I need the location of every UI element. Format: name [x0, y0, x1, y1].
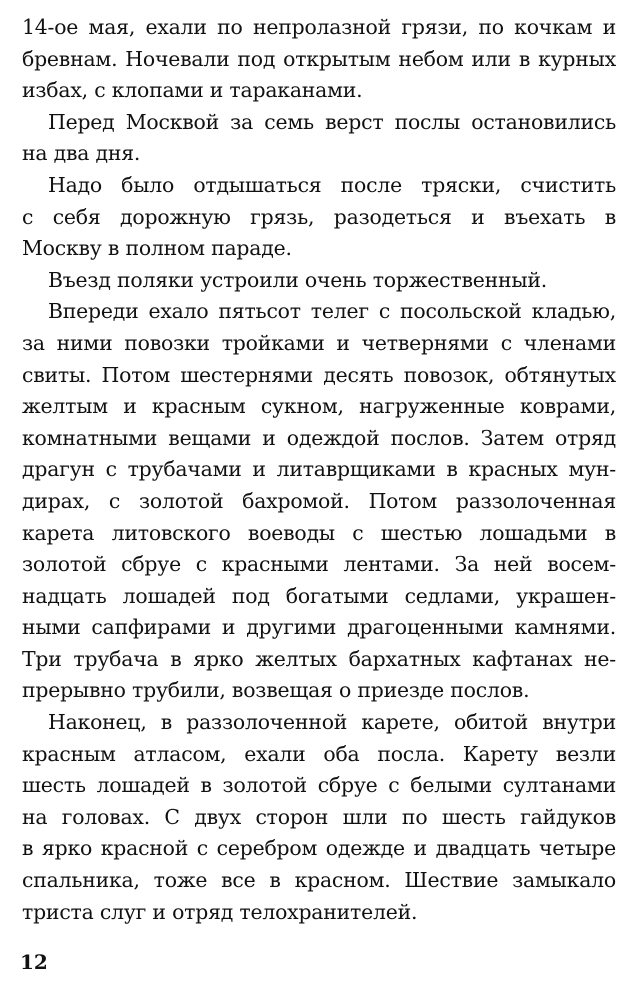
- paragraph: [22, 296, 616, 707]
- text-line: с себя дорожную грязь, разодеться и въехать в: [22, 204, 616, 229]
- text-line: шесть лошадей в золотой сбруе с белыми султанами: [22, 773, 616, 798]
- body-text: [22, 12, 616, 928]
- text-line: избах, с клопами и тараканами.: [22, 78, 363, 103]
- text-line: свиты. Потом шестернями десять повозок, обтянутых: [22, 362, 616, 387]
- text-line: желтым и красным сукном, нагруженные коврами,: [22, 394, 616, 419]
- text-line: Впереди ехало пятьсот телег с посольской кладью,: [48, 299, 616, 324]
- text-line: Москву в полном параде.: [22, 236, 292, 261]
- paragraph: [22, 265, 616, 297]
- text-line: на головах. С двух сторон шли по шесть гайдуков: [22, 804, 616, 829]
- text-line: надцать лошадей под богатыми седлами, украшен-: [22, 583, 616, 608]
- text-line: карета литовского воеводы с шестью лошадьми в: [22, 520, 616, 545]
- paragraph: [22, 707, 616, 928]
- text-line: прерывно трубили, возвещая о приезде послов.: [22, 678, 530, 703]
- text-line: красным атласом, ехали оба посла. Карету везли: [22, 741, 616, 766]
- text-line: дирах, с золотой бахромой. Потом раззолоченная: [22, 488, 616, 513]
- text-line: Надо было отдышаться после тряски, счистить: [48, 172, 616, 197]
- paragraph: [22, 12, 616, 107]
- text-line: ными сапфирами и другими драгоценными камнями.: [22, 615, 616, 640]
- text-line: спальника, тоже все в красном. Шествие замыкало: [22, 868, 616, 893]
- text-line: драгун с трубачами и литаврщиками в красных мун-: [22, 457, 616, 482]
- text-line: Три трубача в ярко желтых бархатных кафтанах не-: [22, 646, 616, 671]
- text-line: золотой сбруе с красными лентами. За ней восем-: [22, 552, 616, 577]
- text-line: 14-ое мая, ехали по непролазной грязи, по кочкам и: [22, 15, 616, 39]
- text-line: Наконец, в раззолоченной карете, обитой внутри: [48, 710, 616, 735]
- paragraph: [22, 107, 616, 170]
- page-number: 12: [20, 950, 48, 974]
- text-line: триста слуг и отряд телохранителей.: [22, 899, 418, 924]
- text-line: за ними повозки тройками и четвернями с членами: [22, 330, 616, 355]
- text-line: Перед Москвой за семь верст послы остановились: [48, 109, 616, 134]
- text-line: комнатными вещами и одеждой послов. Затем отряд: [22, 425, 616, 450]
- text-line: в ярко красной с серебром одежде и двадцать четыре: [22, 836, 616, 861]
- paragraph: [22, 170, 616, 265]
- text-line: бревнам. Ночевали под открытым небом или в курных: [22, 46, 616, 71]
- text-line: Въезд поляки устроили очень торжественный.: [48, 267, 548, 292]
- text-line: на два дня.: [22, 141, 141, 166]
